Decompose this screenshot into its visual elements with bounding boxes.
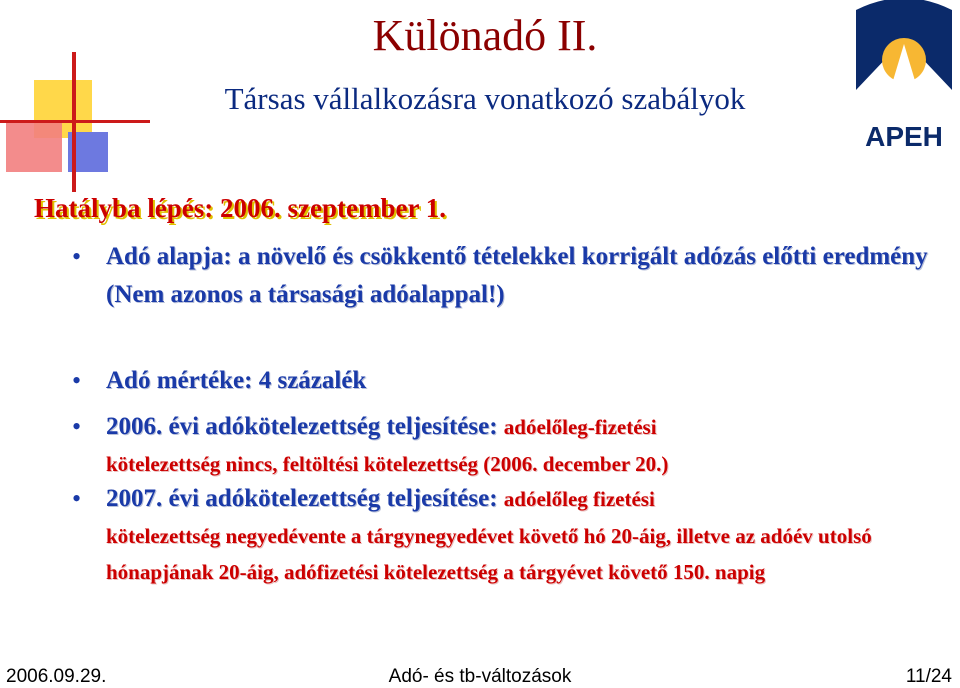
bullet-2007 [72, 480, 942, 590]
bullet-icon: • [72, 242, 82, 271]
page-number: 11/24 [905, 666, 952, 687]
bullet-highlight: adóelőleg fizetési [503, 487, 655, 511]
footer-date: 2006.09.29. [6, 666, 107, 687]
effective-date: Hatályba lépés: 2006. szeptember 1. [34, 193, 446, 223]
bullet-highlight: adóelőleg-fizetési [503, 415, 657, 439]
bullet-tax-base [72, 238, 942, 314]
slide-subtitle: Társas vállalkozásra vonatkozó szabályok [224, 81, 746, 116]
deco-horizontal-line [0, 120, 150, 123]
bullet-icon: • [72, 412, 82, 441]
svg-text:APEH: APEH [865, 121, 943, 152]
footer-title: Adó- és tb-változások [388, 666, 572, 687]
bullet-2006 [72, 408, 942, 482]
bullet-text: Adó alapja: a növelő és csökkentő tételekkel korrigált adózás előtti eredmény (Nem azonos a társasági adóalappal!) [106, 243, 928, 308]
bullet-icon: • [72, 484, 82, 513]
bullet-tax-rate [72, 362, 942, 400]
deco-red-square [6, 120, 62, 172]
bullet-text: 2007. évi adókötelezettség teljesítése: [106, 485, 498, 512]
bullet-icon: • [72, 366, 82, 395]
bullet-text: Adó mértéke: 4 százalék [106, 367, 367, 394]
bullet-continuation: kötelezettség nincs, feltöltési kötelezettség (2006. december 20.) [106, 452, 669, 476]
slide-title: Különadó II. [372, 11, 598, 60]
bullet-text: 2006. évi adókötelezettség teljesítése: [106, 413, 498, 440]
bullet-continuation: kötelezettség negyedévente a tárgynegyedévet követő hó 20-áig, illetve az adóév utolsó hónapjának 20-áig, adófizetési kötelezettség a tárgyévet követő 150. napig [106, 524, 872, 584]
